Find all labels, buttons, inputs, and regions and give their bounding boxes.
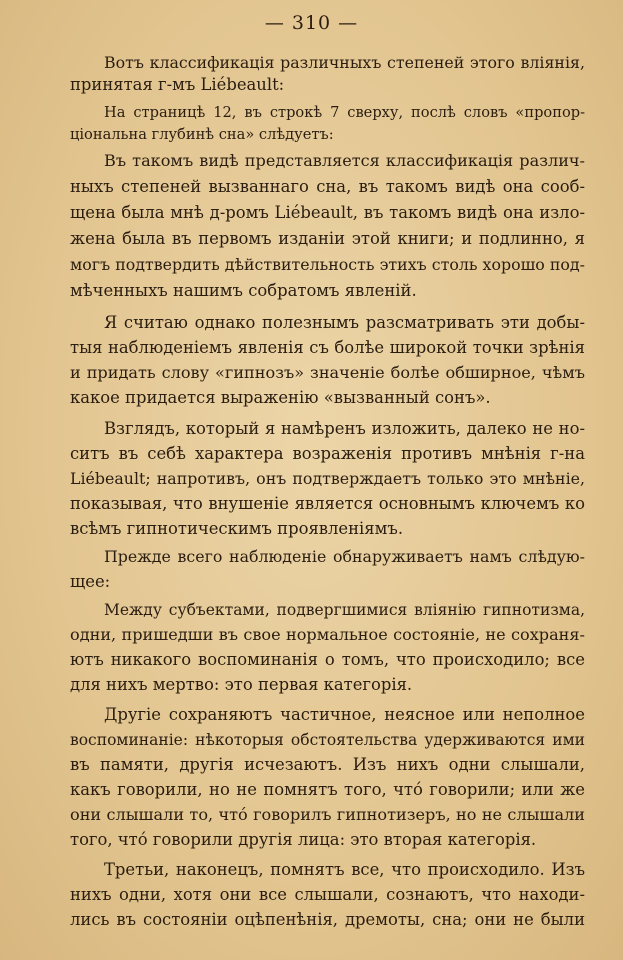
text-line: мѣченныхъ нашимъ собратомъ явленій.: [70, 281, 417, 300]
page-number: — 310 —: [264, 12, 359, 34]
text-line: принятая г-мъ Liébeault:: [70, 75, 285, 94]
text-line: тыя наблюденіемъ явленія съ болѣе широкой точки зрѣнія: [70, 338, 585, 357]
text-line: Прежде всего наблюденіе обнаруживаетъ намъ слѣдую-: [104, 547, 585, 566]
text-line: Взглядъ, который я намѣренъ изложить, далеко не но-: [104, 419, 585, 438]
text-line: ютъ никакого воспоминанія о томъ, что происходило; все: [70, 650, 585, 669]
text-line: Liébeault; напротивъ, онъ подтверждаетъ только это мнѣніе,: [70, 469, 585, 488]
text-line: какъ говорили, но не помнятъ того, что́ говорили; или же: [70, 780, 585, 799]
text-line: нихъ одни, хотя они все слышали, сознаютъ, что находи-: [70, 885, 585, 904]
text-line: Въ такомъ видѣ представляется классификація различ-: [104, 151, 585, 170]
text-line: Третьи, наконецъ, помнятъ все, что происходило. Изъ: [104, 860, 585, 879]
text-line: лись въ состояніи оцѣпенѣнія, дремоты, сна; они не были: [70, 910, 585, 929]
text-line: ныхъ степеней вызваннаго сна, въ такомъ видѣ она сооб-: [70, 177, 585, 196]
text-line: одни, пришедши въ свое нормальное состояніе, не сохраня-: [70, 625, 585, 644]
text-line: ціональна глубинѣ сна» слѣдуетъ:: [70, 126, 334, 143]
text-line: На страницѣ 12, въ строкѣ 7 сверху, послѣ словъ «пропор-: [104, 104, 585, 121]
text-line: ситъ въ себѣ характера возраженія противъ мнѣнія г-на: [70, 444, 585, 463]
text-line: Другіе сохраняютъ частичное, неясное или неполное: [104, 705, 585, 724]
text-line: какое придается выраженію «вызванный сонъ».: [70, 388, 491, 407]
text-line: Между субъектами, подвергшимися вліянію гипнотизма,: [104, 601, 585, 619]
text-line: Я считаю однако полезнымъ разсматривать эти добы-: [104, 313, 585, 332]
text-line: того, что́ говорили другія лица: это вторая категорія.: [70, 830, 537, 849]
text-line: щее:: [70, 572, 111, 591]
text-line: они слышали то, что́ говорилъ гипнотизеръ, но не слышали: [70, 805, 585, 824]
text-line: жена была въ первомъ изданіи этой книги; и подлинно, я: [70, 229, 585, 248]
text-line: могъ подтвердить дѣйствительность этихъ столь хорошо под-: [70, 255, 585, 274]
text-line: щена была мнѣ д-ромъ Liébeault, въ такомъ видѣ она изло-: [70, 203, 585, 222]
text-line: Вотъ классификація различныхъ степеней этого вліянія,: [104, 53, 585, 72]
text-line: и придать слову «гипнозъ» значеніе болѣе обширное, чѣмъ: [70, 363, 585, 382]
text-line: для нихъ мертво: это первая категорія.: [70, 675, 413, 694]
text-line: показывая, что внушеніе является основнымъ ключемъ ко: [70, 494, 585, 513]
text-line: воспоминаніе: нѣкоторыя обстоятельства удерживаются ими: [70, 731, 585, 749]
text-line: въ памяти, другія исчезаютъ. Изъ нихъ одни слышали,: [70, 755, 585, 774]
text-line: всѣмъ гипнотическимъ проявленіямъ.: [70, 519, 404, 538]
